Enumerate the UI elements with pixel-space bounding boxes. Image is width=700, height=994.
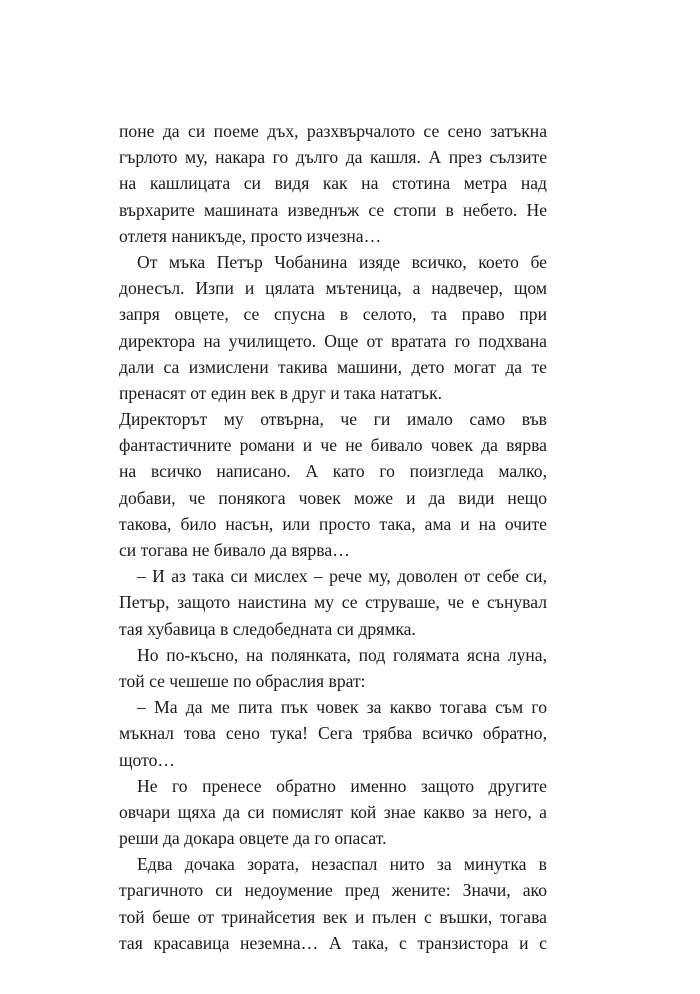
text-line: щото… (119, 749, 175, 770)
text-line: той се чешеше по обраслия врат: (119, 670, 366, 691)
text-line: той беше от тринайсетия век и пълен с въшки, тогава (119, 906, 547, 927)
text-line: директора на училището. Още от вратата го подхвана (119, 330, 547, 351)
text-line: – И аз така си мислех – рече му, доволен от себе си, (137, 566, 547, 587)
text-line: овчари щяха да си помислят кой знае какво за него, а (119, 801, 547, 822)
text-line: донесъл. Изпи и цялата мътеница, а надвечер, щом (119, 278, 547, 299)
text-line: реши да докара овцете да го опасат. (119, 828, 387, 849)
text-line: Но по-късно, на полянката, под голямата ясна луна, (137, 644, 547, 665)
text-line: поне да си поеме дъх, разхвърчалото се сено затъкна (119, 121, 547, 141)
text-line: си тогава не бивало да вярва… (119, 540, 350, 560)
text-line: Едва дочака зората, незаспал нито за минутка в (137, 854, 547, 875)
text-line: фантастичните романи и че не бивало човек да вярва (119, 435, 547, 456)
text-line: мъкнал това сено тука! Сега трябва всичко обратно, (119, 723, 547, 744)
text-line: върхарите машината изведнъж се стопи в небето. Не (119, 199, 547, 220)
text-line: Не го пренесе обратно именно защото другите (137, 775, 547, 796)
text-line: запря овцете, се спусна в селото, та право при (119, 304, 547, 325)
text-line: Директорът му отвърна, че ги имало само във (119, 409, 547, 430)
text-line: тая красавица неземна… А така, с транзистора и с (119, 932, 547, 953)
text-line: трагичното си недоумение пред жените: Значи, ако (119, 880, 547, 901)
text-line: От мъка Петър Чобанина изяде всичко, което бе (137, 251, 547, 272)
text-line: на кашлицата си видя как на стотина метра над (119, 173, 547, 194)
text-line: такова, било насън, или просто така, ама и на очите (119, 513, 547, 534)
text-line: дали са измислени такива машини, дето могат да те (119, 356, 547, 377)
text-line: пренасят от един век в друг и така нататък. (119, 382, 443, 403)
text-line: отлетя наникъде, просто изчезна… (119, 225, 382, 246)
text-line: гърлото му, накара го дълго да кашля. А през сълзите (119, 147, 547, 168)
text-line: тая хубавица в следобедната си дрямка. (119, 618, 416, 639)
text-line: добави, че понякога човек може и да види нещо (119, 487, 547, 508)
text-line: – Ма да ме пита пък човек за какво тогава съм го (137, 697, 547, 718)
text-line: Петър, защото наистина му се струваше, че е сънувал (119, 592, 547, 613)
text-line: на всичко написано. А като го поизгледа малко, (119, 461, 547, 482)
body-text (119, 118, 547, 956)
